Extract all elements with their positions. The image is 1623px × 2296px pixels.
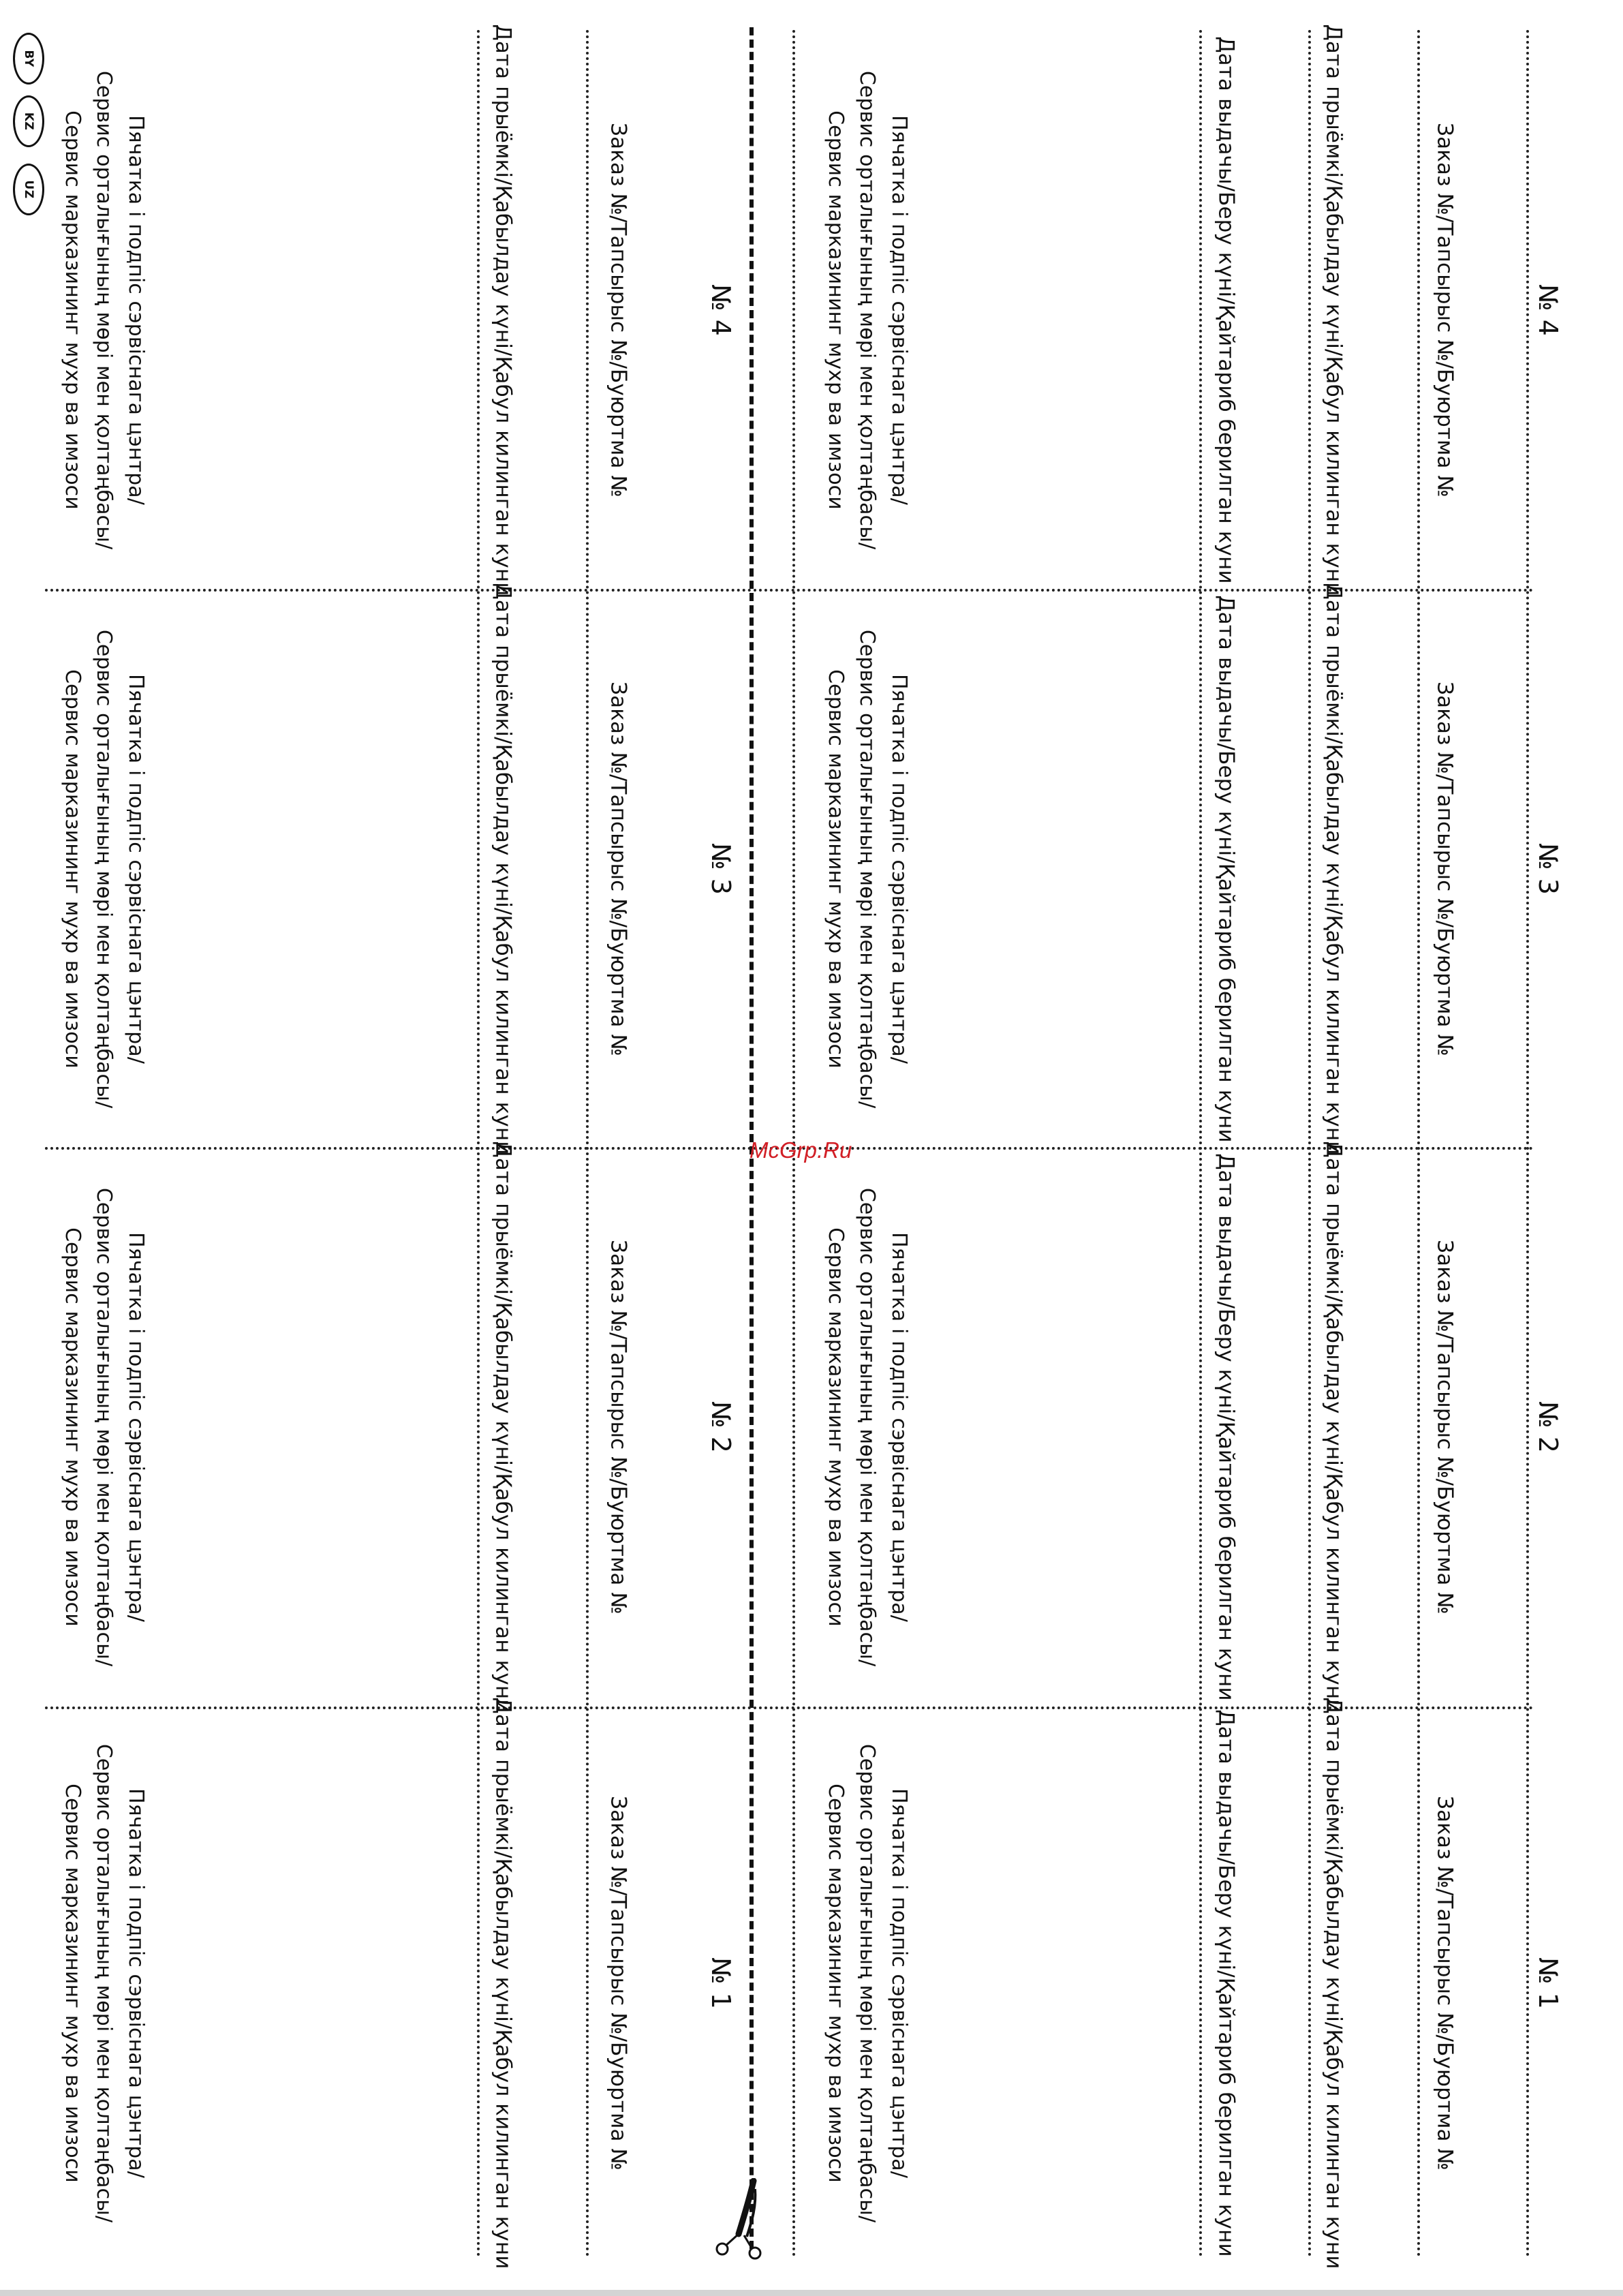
stamp-signature-label: Пячатка і подпіс сэрвіснага цэнтра/ Сервис орталығының мөрі мен қолтаңбасы/ Сервис марказининг мухр ва имзоси: [823, 1187, 911, 1667]
row-divider: [45, 589, 752, 592]
coupon-number: № 2: [1533, 1400, 1563, 1454]
order-number-label: Заказ №/Тапсырыс №/Буюртма №: [606, 682, 631, 1056]
accept-date-label: Дата прыёмкі/Қабылдау күні/Қабул килинган куни: [1321, 1141, 1346, 1713]
issue-date-label: Дата выдачы/Беру күні/Қайтариб берилган куни: [1214, 1709, 1239, 2257]
country-badge-by: BY: [13, 33, 44, 85]
stamp-signature-label: Пячатка і подпіс сэрвіснага цэнтра/ Сервис орталығының мөрі мен қолтаңбасы/ Сервис марказининг мухр ва имзоси: [60, 629, 148, 1109]
stamp-signature-label: Пячатка і подпіс сэрвіснага цэнтра/ Сервис орталығының мөрі мен қолтаңбасы/ Сервис марказининг мухр ва имзоси: [60, 1187, 148, 1667]
accept-date-label: Дата прыёмкі/Қабылдау күні/Қабул килинган куни: [1321, 583, 1346, 1155]
coupon-number: № 1: [1533, 1957, 1563, 2010]
country-badge-uz: UZ: [13, 164, 44, 215]
country-badge-kz: KZ: [13, 95, 44, 147]
stamp-signature-label: Пячатка і подпіс сэрвіснага цэнтра/ Сервис орталығының мөрі мен қолтаңбасы/ Сервис марказининг мухр ва имзоси: [823, 629, 911, 1109]
order-number-label: Заказ №/Тапсырыс №/Буюртма №: [1432, 123, 1457, 498]
column-divider: [1308, 30, 1311, 2259]
coupon-number: № 1: [706, 1957, 736, 2010]
row-divider: [754, 1147, 1533, 1150]
column-divider: [1526, 30, 1529, 2259]
column-divider: [1199, 30, 1202, 2259]
order-number-label: Заказ №/Тапсырыс №/Буюртма №: [1432, 682, 1457, 1056]
column-divider: [477, 30, 480, 2259]
accept-date-label: Дата прыёмкі/Қабылдау күні/Қабул килинган куни: [491, 1141, 516, 1713]
issue-date-label: Дата выдачы/Беру күні/Қайтариб берилган куни: [1214, 36, 1239, 584]
order-number-label: Заказ №/Тапсырыс №/Буюртма №: [606, 123, 631, 498]
coupon-number: № 4: [1533, 284, 1563, 337]
coupon-number: № 3: [706, 842, 736, 896]
coupon-number: № 4: [706, 284, 736, 337]
order-number-label: Заказ №/Тапсырыс №/Буюртма №: [606, 1796, 631, 2171]
row-divider: [754, 1706, 1533, 1709]
stamp-signature-label: Пячатка і подпіс сэрвіснага цэнтра/ Сервис орталығының мөрі мен қолтаңбасы/ Сервис марказининг мухр ва имзоси: [60, 1743, 148, 2223]
coupon-number: № 2: [706, 1400, 736, 1454]
watermark: McGrp.Ru: [749, 1137, 852, 1163]
page-bottom-edge: [0, 2290, 1623, 2296]
stamp-signature-label: Пячатка і подпіс сэрвіснага цэнтра/ Сервис орталығының мөрі мен қолтаңбасы/ Сервис марказининг мухр ва имзоси: [823, 1743, 911, 2223]
issue-date-label: Дата выдачы/Беру күні/Қайтариб берилган куни: [1214, 595, 1239, 1143]
column-divider: [586, 30, 589, 2259]
row-divider: [45, 1706, 752, 1709]
accept-date-label: Дата прыёмкі/Қабылдау күні/Қабул килинган куни: [491, 24, 516, 596]
row-divider: [45, 1147, 752, 1150]
stamp-signature-label: Пячатка і подпіс сэрвіснага цэнтра/ Сервис орталығының мөрі мен қолтаңбасы/ Сервис марказининг мухр ва имзоси: [60, 70, 148, 550]
row-divider: [754, 589, 1533, 592]
order-number-label: Заказ №/Тапсырыс №/Буюртма №: [1432, 1240, 1457, 1614]
order-number-label: Заказ №/Тапсырыс №/Буюртма №: [606, 1240, 631, 1614]
column-divider: [1417, 30, 1420, 2259]
accept-date-label: Дата прыёмкі/Қабылдау күні/Қабул килинган куни: [1321, 1697, 1346, 2269]
accept-date-label: Дата прыёмкі/Қабылдау күні/Қабул килинган куни: [1321, 24, 1346, 596]
scissors-icon: [714, 2178, 769, 2260]
order-number-label: Заказ №/Тапсырыс №/Буюртма №: [1432, 1796, 1457, 2171]
issue-date-label: Дата выдачы/Беру күні/Қайтариб берилган куни: [1214, 1153, 1239, 1701]
accept-date-label: Дата прыёмкі/Қабылдау күні/Қабул килинган куни: [491, 1697, 516, 2269]
coupon-number: № 3: [1533, 842, 1563, 896]
accept-date-label: Дата прыёмкі/Қабылдау күні/Қабул килинган куни: [491, 583, 516, 1155]
stamp-signature-label: Пячатка і подпіс сэрвіснага цэнтра/ Сервис орталығының мөрі мен қолтаңбасы/ Сервис марказининг мухр ва имзоси: [823, 70, 911, 550]
